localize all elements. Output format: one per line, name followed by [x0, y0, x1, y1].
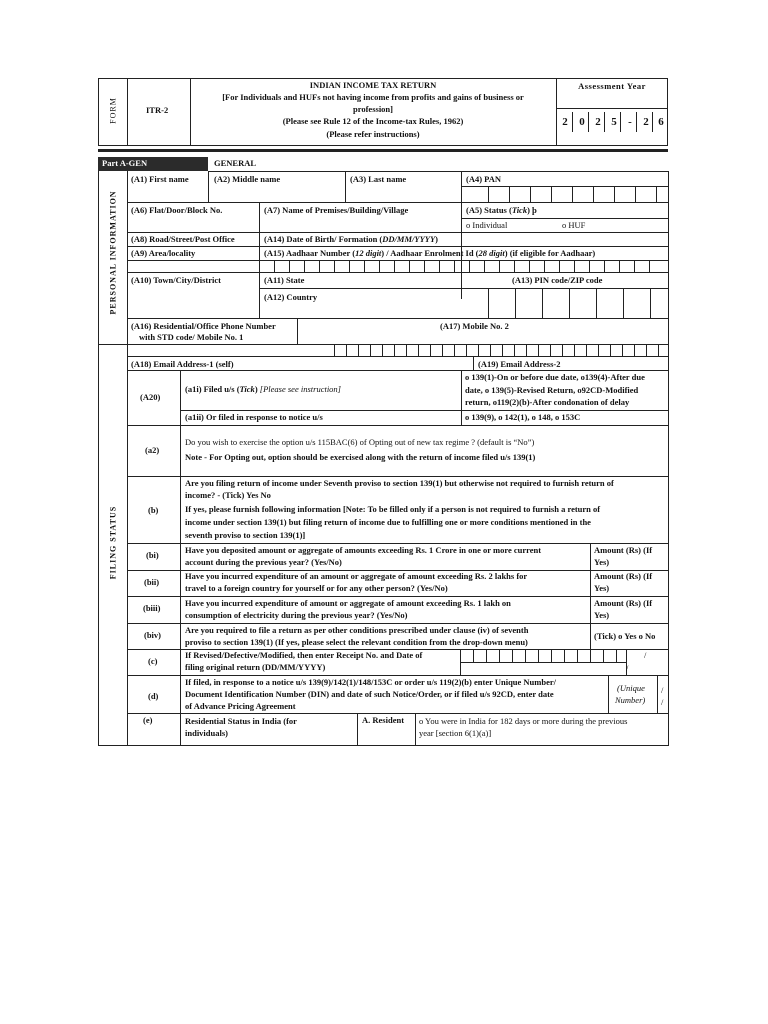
e-label: (e) — [143, 715, 153, 725]
assessment-year-boxes — [556, 112, 668, 132]
a1-first-name-label: (A1) First name — [131, 174, 189, 184]
biv-question-1: Are you required to file a return as per other conditions prescribed under clause (iv) of seventh — [185, 625, 529, 635]
a1i-text: (a1i) Filed u/s ( — [185, 384, 240, 394]
a9-area-label: (A9) Area/locality — [131, 248, 196, 258]
b-question-5: seventh proviso to section 139(1)] — [185, 530, 306, 540]
bi-label: (bi) — [146, 550, 159, 560]
bi-question-2: account during the previous year? (Yes/No) — [185, 557, 342, 567]
c-question-2: filing original return (DD/MM/YYYY) — [185, 662, 326, 672]
general-label: GENERAL — [214, 158, 257, 168]
bii-question-2: travel to a foreign country for yourself or for any other person? (Yes/No) — [185, 583, 448, 593]
b-question-2[interactable]: income? - (Tick) Yes No — [185, 490, 271, 500]
form-name: ITR-2 — [146, 105, 169, 115]
bii-amount-label-2: Yes) — [594, 583, 610, 593]
a20-label: (A20) — [140, 392, 161, 402]
a2-label: (a2) — [145, 445, 160, 455]
a14-text: (A14) Date of Birth/ Formation ( — [264, 234, 383, 244]
d-question-1: If filed, in response to a notice u/s 139(9)/142(1)/148/153C or order u/s 119(2)(b) enter Unique Number/ — [185, 677, 556, 687]
ay-digit: 6 — [652, 112, 669, 132]
a7-premises-label: (A7) Name of Premises/Building/Village — [264, 205, 409, 215]
phone-input-boxes[interactable] — [334, 344, 668, 356]
e-question-1: Residential Status in India (for — [185, 716, 297, 726]
a1ii-options[interactable]: o 139(9), o 142(1), o 148, o 153C — [465, 412, 581, 422]
a5-status-close: ) — [527, 205, 530, 215]
bi-amount-label-2: Yes) — [594, 557, 610, 567]
c-date-slash-1: / — [644, 650, 647, 660]
a1i-option-line-2[interactable]: date, o 139(5)-Revised Return, o92CD-Modified — [465, 385, 639, 395]
bii-question-1: Have you incurred expenditure of an amount or aggregate of amount exceeding Rs. 2 lakhs for — [185, 571, 528, 581]
a5-status-text: (A5) Status ( — [466, 205, 512, 215]
b-question-1: Are you filing return of income under Seventh proviso to section 139(1) but otherwise not required to furnish return of — [185, 478, 614, 488]
a4-pan-label: (A4) PAN — [466, 174, 502, 184]
checkbox-icon: þ — [532, 205, 537, 215]
a3-last-name-label: (A3) Last name — [350, 174, 407, 184]
d-date-slash-2: / — [661, 697, 664, 707]
a19-email2-label: (A19) Email Address-2 — [478, 359, 561, 369]
ay-digit: 2 — [562, 116, 568, 128]
ay-digit: 5 — [604, 112, 623, 132]
a2-note: Note - For Opting out, option should be exercised along with the return of income filed u/s 139(1) — [185, 452, 536, 462]
status-option-individual[interactable]: o Individual — [466, 220, 508, 230]
a5-tick-text: Tick — [511, 205, 528, 215]
a15-digit-28: 28 digit — [478, 248, 505, 258]
bi-question-1: Have you deposited amount or aggregate of amounts exceeding Rs. 1 Crore in one or more current — [185, 545, 542, 555]
biv-label: (biv) — [144, 630, 161, 640]
ay-digit: 2 — [636, 112, 655, 132]
a17-mobile2-label: (A17) Mobile No. 2 — [440, 321, 509, 331]
form-title: INDIAN INCOME TAX RETURN — [309, 80, 437, 90]
a15-mid: ) / Aadhaar Enrolment Id ( — [381, 248, 479, 258]
e-question-2: individuals) — [185, 728, 228, 738]
biii-label: (biii) — [143, 603, 161, 613]
biii-amount-label-2: Yes) — [594, 610, 610, 620]
c-question-1: If Revised/Defective/Modified, then enter Receipt No. and Date of — [185, 650, 423, 660]
aadhaar-input-boxes[interactable] — [259, 260, 668, 272]
ay-digit: - — [620, 112, 639, 132]
a1i-note: [Please see instruction] — [259, 384, 341, 394]
a1i-close: ) — [254, 384, 260, 394]
e-resident-option-1[interactable]: o You were in India for 182 days or more during the previous — [419, 716, 628, 726]
bii-label: (bii) — [144, 577, 160, 587]
a15-post: ) (if eligible for Aadhaar) — [504, 248, 596, 258]
a12-country-label: (A12) Country — [264, 292, 318, 302]
ay-digit: 0 — [572, 112, 591, 132]
a1i-filed-label — [185, 384, 341, 395]
a14-dob-label — [264, 234, 438, 245]
form-subtitle-1: [For Individuals and HUFs not having income from profits and gains of business or — [222, 92, 524, 102]
pin-input-boxes[interactable] — [461, 288, 668, 318]
b-question-3: If yes, please furnish following information [Note: To be filled only if a person is not required to furnish a return of — [185, 504, 601, 514]
form-subtitle-2: profession] — [353, 104, 393, 114]
b-question-4: income under section 139(1) but filing return of income due to fulfilling one or more conditions mentioned in the — [185, 517, 591, 527]
form-subtitle-3: (Please see Rule 12 of the Income-tax Rules, 1962) — [282, 116, 464, 126]
d-question-2: Document Identification Number (DIN) and date of such Notice/Order, or if filed u/s 92CD, enter date — [185, 689, 554, 699]
a16-phone-label-1: (A16) Residential/Office Phone Number — [131, 321, 276, 331]
status-option-huf[interactable]: o HUF — [562, 220, 586, 230]
form-label: FORM — [108, 97, 118, 124]
a15-digit-12: 12 digit — [355, 248, 382, 258]
a6-flat-label: (A6) Flat/Door/Block No. — [131, 205, 223, 215]
a14-close: ) — [435, 234, 438, 244]
filing-status-side-label: FILING STATUS — [108, 505, 118, 580]
a1i-tick: Tick — [239, 384, 255, 394]
ay-digit: 2 — [588, 112, 607, 132]
a5-status-label — [466, 205, 537, 216]
e-resident-label: A. Resident — [362, 715, 405, 725]
a2-question: Do you wish to exercise the option u/s 115BAC(6) of Opting out of new tax regime ? (default is “No”) — [185, 437, 535, 447]
a13-pin-label: (A13) PIN code/ZIP code — [512, 275, 603, 285]
a15-text: (A15) Aadhaar Number ( — [264, 248, 356, 258]
form-subtitle-4: (Please refer instructions) — [326, 129, 420, 139]
d-label: (d) — [148, 691, 159, 701]
biii-question-2: consumption of electricity during the previous year? (Yes/No) — [185, 610, 408, 620]
part-label: Part A-GEN — [102, 158, 148, 168]
a1i-option-line-3[interactable]: return, o119(2)(b)-After condonation of delay — [465, 397, 630, 407]
b-label: (b) — [148, 505, 159, 515]
a1ii-notice-label: (a1ii) Or filed in response to notice u/s — [185, 412, 323, 422]
biii-question-1: Have you incurred expenditure of amount or aggregate of amount exceeding Rs. 1 lakh on — [185, 598, 511, 608]
a10-town-label: (A10) Town/City/District — [131, 275, 221, 285]
a1i-option-line-1[interactable]: o 139(1)-On or before due date, o139(4)-After due — [465, 372, 645, 382]
a18-email1-label: (A18) Email Address-1 (self) — [131, 359, 234, 369]
biv-question-2: proviso to section 139(1) (If yes, please select the relevant condition from the drop-down menu) — [185, 637, 528, 647]
personal-info-side-label: PERSONAL INFORMATION — [108, 190, 118, 315]
biv-yes-no-options[interactable]: (Tick) o Yes o No — [594, 631, 656, 641]
a14-format: DD/MM/YYYY — [382, 234, 436, 244]
a8-road-label: (A8) Road/Street/Post Office — [131, 234, 235, 244]
bi-amount-label-1: Amount (Rs) (If — [594, 545, 653, 555]
d-unique-number-label-1: (Unique — [617, 683, 645, 693]
d-date-slash-1: / — [661, 685, 664, 695]
receipt-number-boxes[interactable] — [460, 649, 620, 662]
a2-middle-name-label: (A2) Middle name — [214, 174, 281, 184]
assessment-year-label: Assessment Year — [578, 81, 646, 91]
d-question-3: of Advance Pricing Agreement — [185, 701, 296, 711]
e-resident-option-2: year [section 6(1)(a)] — [419, 728, 492, 738]
a16-phone-label-2: with STD code/ Mobile No. 1 — [139, 332, 244, 342]
a11-state-label: (A11) State — [264, 275, 305, 285]
bii-amount-label-1: Amount (Rs) (If — [594, 571, 653, 581]
biii-amount-label-1: Amount (Rs) (If — [594, 598, 653, 608]
d-unique-number-label-2: Number) — [615, 695, 646, 705]
c-label: (c) — [148, 656, 158, 666]
header-separator — [98, 149, 668, 152]
pan-input-boxes[interactable] — [461, 186, 668, 202]
a15-aadhaar-label — [264, 248, 595, 259]
c-date-slash-2: / — [626, 663, 629, 673]
